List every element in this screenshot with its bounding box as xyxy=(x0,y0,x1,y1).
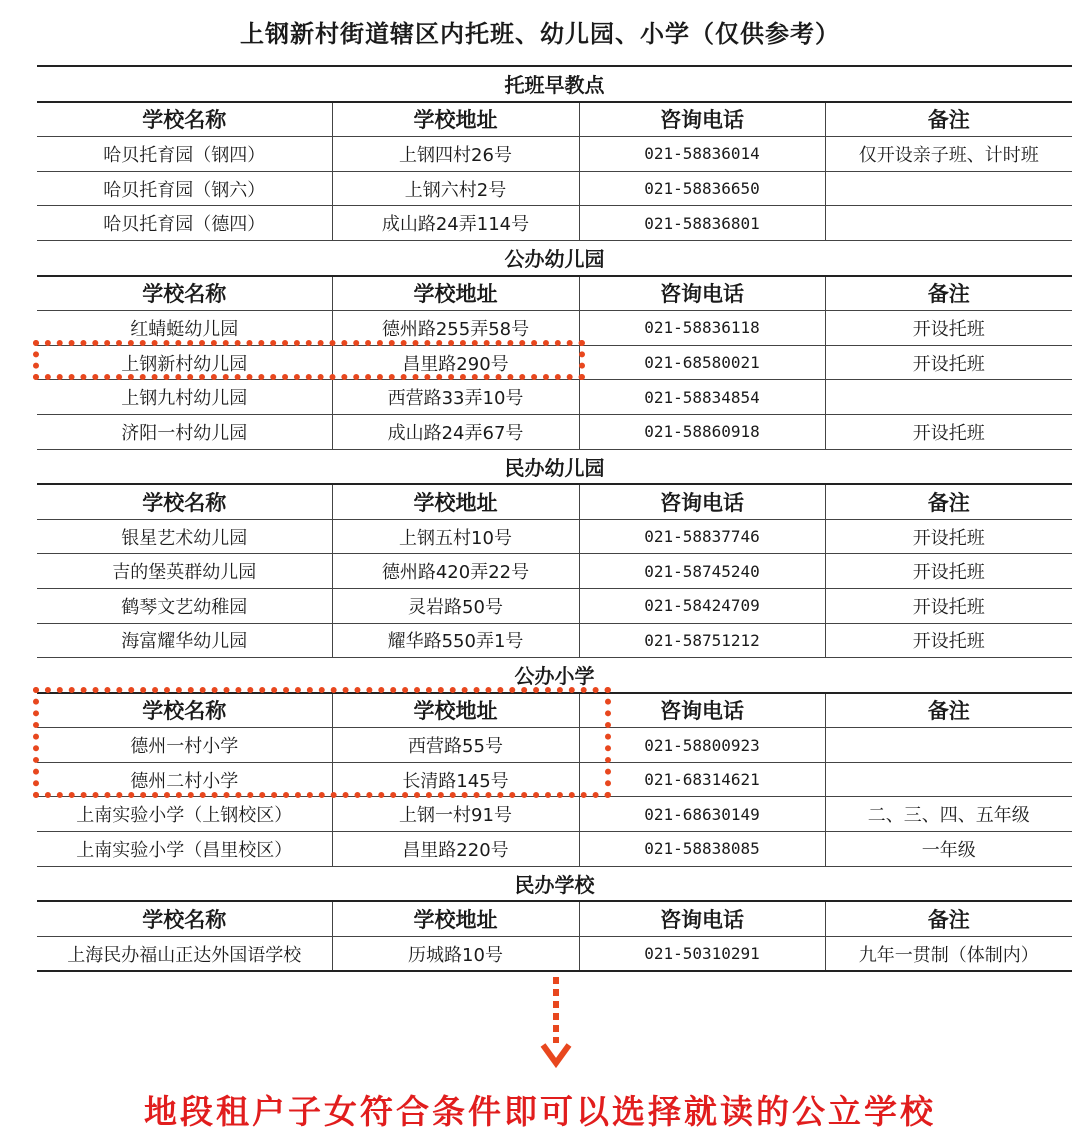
table-row xyxy=(37,414,1072,449)
table-row xyxy=(37,206,1072,241)
cell-note: 开设托班 xyxy=(825,311,1072,346)
cell-phone: 021-58836014 xyxy=(579,137,825,172)
column-header-row xyxy=(37,901,1072,936)
cell-note: 开设托班 xyxy=(825,623,1072,658)
cell-note: 开设托班 xyxy=(825,519,1072,554)
cell-phone: 021-58837746 xyxy=(579,519,825,554)
cell-note: 一年级 xyxy=(825,832,1072,867)
cell-address: 成山路24弄67号 xyxy=(332,414,579,449)
column-header-phone: 咨询电话 xyxy=(579,102,825,137)
column-header-row xyxy=(37,276,1072,311)
cell-phone: 021-58834854 xyxy=(579,380,825,415)
cell-name: 银星艺术幼儿园 xyxy=(37,519,332,554)
table-row xyxy=(37,623,1072,658)
column-header-name: 学校名称 xyxy=(37,901,332,936)
cell-phone: 021-50310291 xyxy=(579,936,825,971)
cell-note xyxy=(825,762,1072,797)
column-header-phone: 咨询电话 xyxy=(579,484,825,519)
cell-phone: 021-58838085 xyxy=(579,832,825,867)
cell-address: 灵岩路50号 xyxy=(332,588,579,623)
cell-note: 二、三、四、五年级 xyxy=(825,797,1072,832)
cell-phone: 021-68630149 xyxy=(579,797,825,832)
table-row xyxy=(37,728,1072,763)
cell-address: 昌里路220号 xyxy=(332,832,579,867)
section-title: 公办幼儿园 xyxy=(37,240,1072,275)
column-header-note: 备注 xyxy=(825,693,1072,728)
table-row xyxy=(37,762,1072,797)
cell-address: 上钢五村10号 xyxy=(332,519,579,554)
cell-name: 德州一村小学 xyxy=(37,728,332,763)
table-row xyxy=(37,345,1072,380)
cell-note: 开设托班 xyxy=(825,554,1072,589)
cell-phone: 021-68314621 xyxy=(579,762,825,797)
cell-note: 开设托班 xyxy=(825,588,1072,623)
table-row xyxy=(37,171,1072,206)
cell-phone: 021-58751212 xyxy=(579,623,825,658)
cell-name: 上钢九村幼儿园 xyxy=(37,380,332,415)
cell-phone: 021-58836118 xyxy=(579,311,825,346)
column-header-row xyxy=(37,693,1072,728)
cell-note: 仅开设亲子班、计时班 xyxy=(825,137,1072,172)
column-header-name: 学校名称 xyxy=(37,102,332,137)
cell-note: 开设托班 xyxy=(825,345,1072,380)
table-row xyxy=(37,137,1072,172)
table-row xyxy=(37,380,1072,415)
column-header-note: 备注 xyxy=(825,901,1072,936)
cell-name: 哈贝托育园（德四） xyxy=(37,206,332,241)
column-header-address: 学校地址 xyxy=(332,693,579,728)
column-header-name: 学校名称 xyxy=(37,484,332,519)
column-header-phone: 咨询电话 xyxy=(579,901,825,936)
cell-address: 德州路255弄58号 xyxy=(332,311,579,346)
cell-note xyxy=(825,380,1072,415)
column-header-phone: 咨询电话 xyxy=(579,276,825,311)
column-header-row xyxy=(37,484,1072,519)
column-header-phone: 咨询电话 xyxy=(579,693,825,728)
section-row xyxy=(37,66,1072,102)
cell-address: 德州路420弄22号 xyxy=(332,554,579,589)
cell-note xyxy=(825,728,1072,763)
cell-address: 耀华路550弄1号 xyxy=(332,623,579,658)
school-directory-table xyxy=(37,65,1072,972)
column-header-name: 学校名称 xyxy=(37,693,332,728)
table-row xyxy=(37,588,1072,623)
section-row xyxy=(37,240,1072,275)
cell-phone: 021-68580021 xyxy=(579,345,825,380)
cell-phone: 021-58745240 xyxy=(579,554,825,589)
table-row xyxy=(37,554,1072,589)
cell-address: 西营路33弄10号 xyxy=(332,380,579,415)
cell-name: 上南实验小学（上钢校区） xyxy=(37,797,332,832)
cell-phone: 021-58424709 xyxy=(579,588,825,623)
cell-name: 德州二村小学 xyxy=(37,762,332,797)
cell-address: 西营路55号 xyxy=(332,728,579,763)
section-row xyxy=(37,866,1072,901)
footer-note: 地段租户子女符合条件即可以选择就读的公立学校 xyxy=(144,1092,936,1131)
page-title: 上钢新村街道辖区内托班、幼儿园、小学（仅供参考） xyxy=(240,20,840,48)
cell-note: 开设托班 xyxy=(825,414,1072,449)
cell-phone: 021-58860918 xyxy=(579,414,825,449)
cell-name: 吉的堡英群幼儿园 xyxy=(37,554,332,589)
cell-address: 成山路24弄114号 xyxy=(332,206,579,241)
column-header-address: 学校地址 xyxy=(332,276,579,311)
section-title: 民办学校 xyxy=(37,866,1072,901)
cell-note: 九年一贯制（体制内） xyxy=(825,936,1072,971)
dotted-down-arrow-icon xyxy=(538,975,574,1075)
cell-name: 红蜻蜓幼儿园 xyxy=(37,311,332,346)
section-title: 民办幼儿园 xyxy=(37,449,1072,484)
table-row xyxy=(37,832,1072,867)
table-row xyxy=(37,936,1072,971)
column-header-address: 学校地址 xyxy=(332,102,579,137)
cell-note xyxy=(825,171,1072,206)
table-row xyxy=(37,797,1072,832)
cell-name: 上海民办福山正达外国语学校 xyxy=(37,936,332,971)
column-header-address: 学校地址 xyxy=(332,484,579,519)
cell-address: 上钢一村91号 xyxy=(332,797,579,832)
cell-name: 上南实验小学（昌里校区） xyxy=(37,832,332,867)
table-row xyxy=(37,519,1072,554)
cell-address: 历城路10号 xyxy=(332,936,579,971)
column-header-row xyxy=(37,102,1072,137)
section-title: 托班早教点 xyxy=(37,66,1072,102)
cell-address: 昌里路290号 xyxy=(332,345,579,380)
cell-name: 哈贝托育园（钢六） xyxy=(37,171,332,206)
column-header-name: 学校名称 xyxy=(37,276,332,311)
column-header-note: 备注 xyxy=(825,102,1072,137)
cell-name: 上钢新村幼儿园 xyxy=(37,345,332,380)
column-header-note: 备注 xyxy=(825,276,1072,311)
table-row xyxy=(37,311,1072,346)
column-header-address: 学校地址 xyxy=(332,901,579,936)
cell-name: 济阳一村幼儿园 xyxy=(37,414,332,449)
section-row xyxy=(37,449,1072,484)
cell-phone: 021-58836801 xyxy=(579,206,825,241)
cell-phone: 021-58836650 xyxy=(579,171,825,206)
cell-phone: 021-58800923 xyxy=(579,728,825,763)
cell-address: 上钢四村26号 xyxy=(332,137,579,172)
column-header-note: 备注 xyxy=(825,484,1072,519)
cell-name: 鹤琴文艺幼稚园 xyxy=(37,588,332,623)
section-row xyxy=(37,658,1072,693)
cell-name: 海富耀华幼儿园 xyxy=(37,623,332,658)
cell-note xyxy=(825,206,1072,241)
cell-address: 长清路145号 xyxy=(332,762,579,797)
section-title: 公办小学 xyxy=(37,658,1072,693)
cell-name: 哈贝托育园（钢四） xyxy=(37,137,332,172)
cell-address: 上钢六村2号 xyxy=(332,171,579,206)
